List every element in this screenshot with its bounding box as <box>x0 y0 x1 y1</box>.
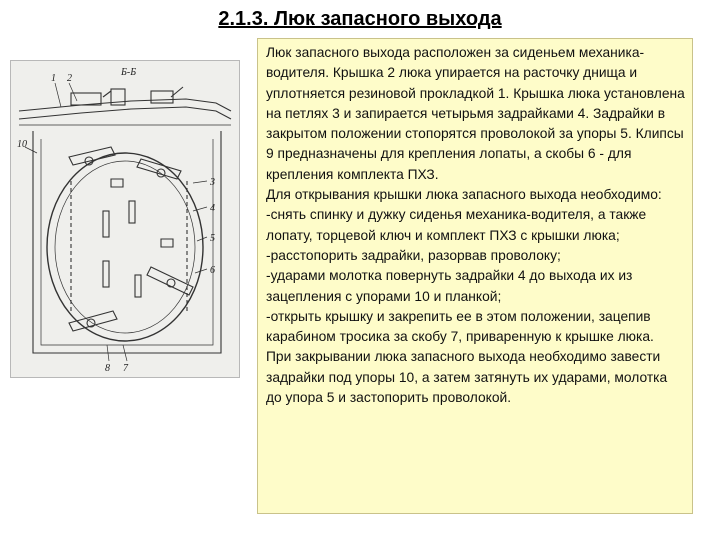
paragraph-step-1: -снять спинку и дужку сиденья механика-водителя, а также лопату, торцевой ключ и комплект ПХЗ с крышки люка; <box>266 207 647 243</box>
page-title: 2.1.3. Люк запасного выхода <box>218 8 502 30</box>
callout-5: 5 <box>210 233 215 244</box>
description-text-box <box>257 38 693 514</box>
paragraph-closing: При закрывании люка запасного выхода необходимо завести задрайки под упоры 10, а затем затянуть их ударами, молотка до упора 5 и застопорить проволокой. <box>266 349 668 406</box>
callout-3: 3 <box>210 177 215 188</box>
section-label: Б-Б <box>121 67 137 78</box>
paragraph-opening-header: Для открывания крышки люка запасного выхода необходимо: <box>266 187 662 203</box>
callout-4: 4 <box>210 203 215 214</box>
paragraph-step-3: -ударами молотка повернуть задрайки 4 до выхода их из зацепления с упорами 10 и планкой; <box>266 268 633 304</box>
hatch-drawing <box>10 60 240 378</box>
paragraph-intro: Люк запасного выхода расположен за сиденьем механика-водителя. Крышка 2 люка упирается на расточку днища и уплотняется резиновой прокладкой 1. Крышка люка установлена на петлях 3 и запирается четырьмя задрайками 4. Задрайки в закрытом положении стопорятся проволокой за упоры 5. Клипсы 9 предназначены для крепления лопаты, а скобы 6 - для крепления комплекта ПХЗ. <box>266 45 685 182</box>
callout-8: 8 <box>105 363 110 374</box>
paragraph-step-4: -открыть крышку и закрепить ее в этом положении, зацепив карабином тросика за скобу 7, приваренную к крышке люка. <box>266 308 654 345</box>
paragraph-step-2: -расстопорить задрайки, разорвав проволоку; <box>266 247 561 263</box>
callout-7: 7 <box>123 363 128 374</box>
callout-2: 2 <box>67 73 72 84</box>
callout-1: 1 <box>51 73 56 84</box>
callout-6: 6 <box>210 265 215 276</box>
callout-10: 10 <box>17 139 27 150</box>
hatch-drawing-svg <box>11 61 239 377</box>
